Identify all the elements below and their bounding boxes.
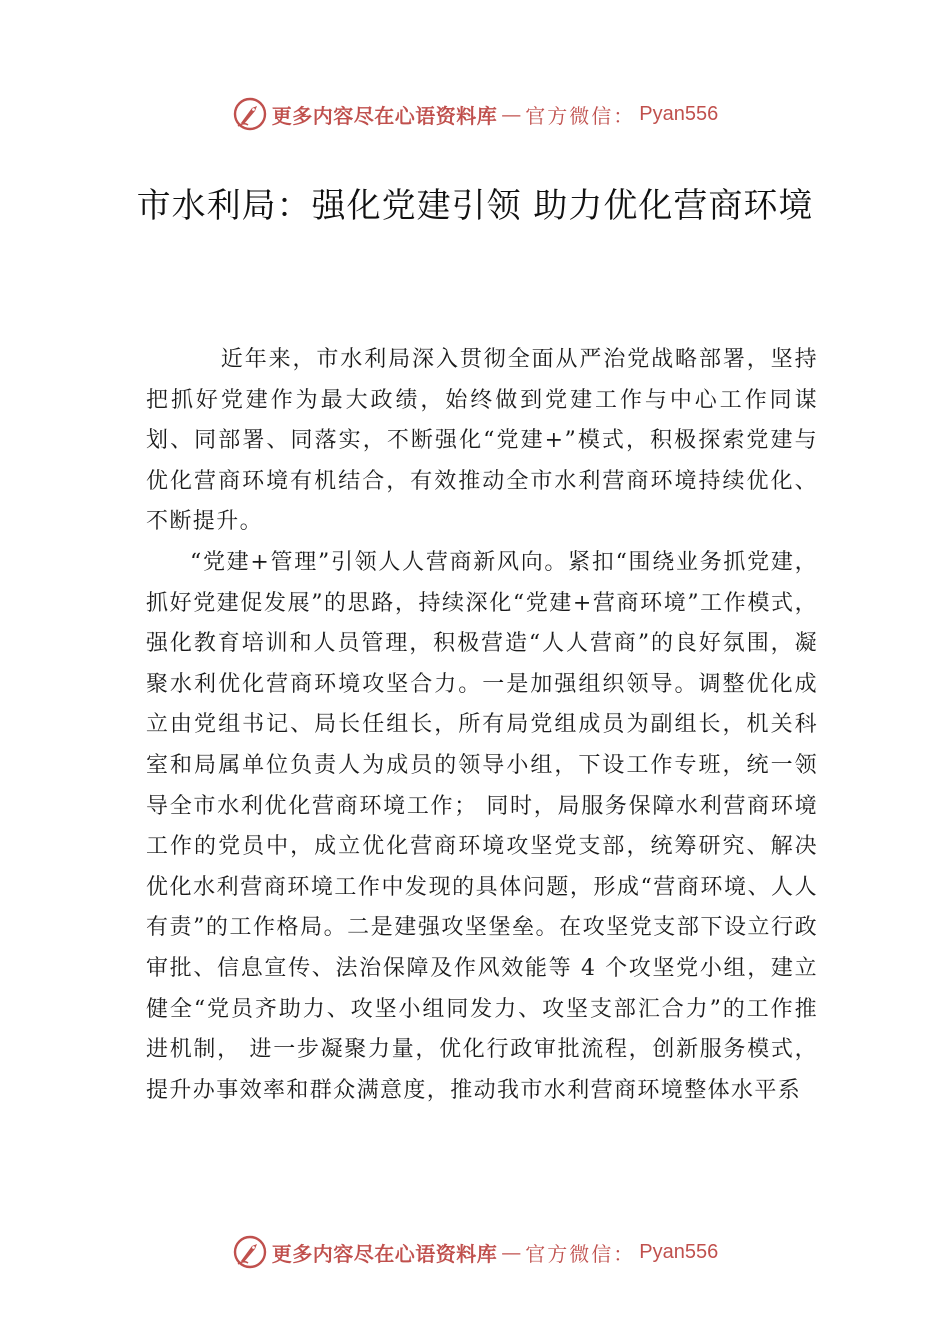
footer-banner bbox=[0, 1232, 950, 1272]
banner-dash: — bbox=[501, 1240, 522, 1264]
body-paragraph-1: 近年来，市水利局深入贯彻全面从严治党战略部署，坚持把抓好党建作为最大政绩，始终做到党建工作与中心工作同谋划、同部署、同落实，不断强化“党建+”模式，积极探索党建与优化营商环境有机结合，有效推动全市水利营商环境持续优化、不断提升。 bbox=[146, 347, 818, 535]
body-paragraph-2: “党建+管理”引领人人营商新风向。紧扣“围绕业务抓党建，抓好党建促发展”的思路，持续深化“党建+营商环境”工作模式，强化教育培训和人员管理，积极营造“人人营商”的良好氛围，凝聚水利优化营商环境攻坚合力。一是加强组织领导。调整优化成立由党组书记、局长任组长，所有局党组成员为副组长，机关科室和局属单位负责人为成员的领导小组，下设工作专班，统一领导全市水利优化营商环境工作； 同时，局服务保障水利营商环境工作的党员中，成立优化营商环境攻坚党支部，统筹研究、解决优化水利营商环境工作中发现的具体问题，形成“营商环境、人人有责”的工作格局。二是建强攻坚堡垒。在攻坚党支部下设立行政审批、信息宣传、法治保障及作风效能等 4 个攻坚党小组，建立健全“党员齐助力、攻坚小组同发力、攻坚支部汇合力”的工作推进机制， 进一步凝聚力量，优化行政审批流程，创新服务模式，提升办事效率和群众满意度，推动我市水利营商环境整体水平系 bbox=[146, 549, 818, 1103]
banner-wechat-label: 官方微信： bbox=[525, 1241, 636, 1266]
banner-brand-text: 更多内容尽在心语资料库 bbox=[271, 103, 498, 128]
banner-dash: — bbox=[501, 102, 522, 126]
header-banner bbox=[0, 94, 950, 134]
banner-brand-text: 更多内容尽在心语资料库 bbox=[271, 1241, 498, 1266]
banner-wechat-id: Pyan556 bbox=[639, 1240, 719, 1263]
banner-wechat-label: 官方微信： bbox=[525, 103, 636, 128]
banner-wechat-id: Pyan556 bbox=[639, 102, 719, 125]
pen-nib-logo-icon bbox=[232, 1234, 268, 1270]
pen-nib-logo-icon bbox=[232, 96, 268, 132]
document-body bbox=[146, 340, 818, 1111]
document-title: 市水利局：强化党建引领 助力优化营商环境 bbox=[136, 185, 814, 226]
